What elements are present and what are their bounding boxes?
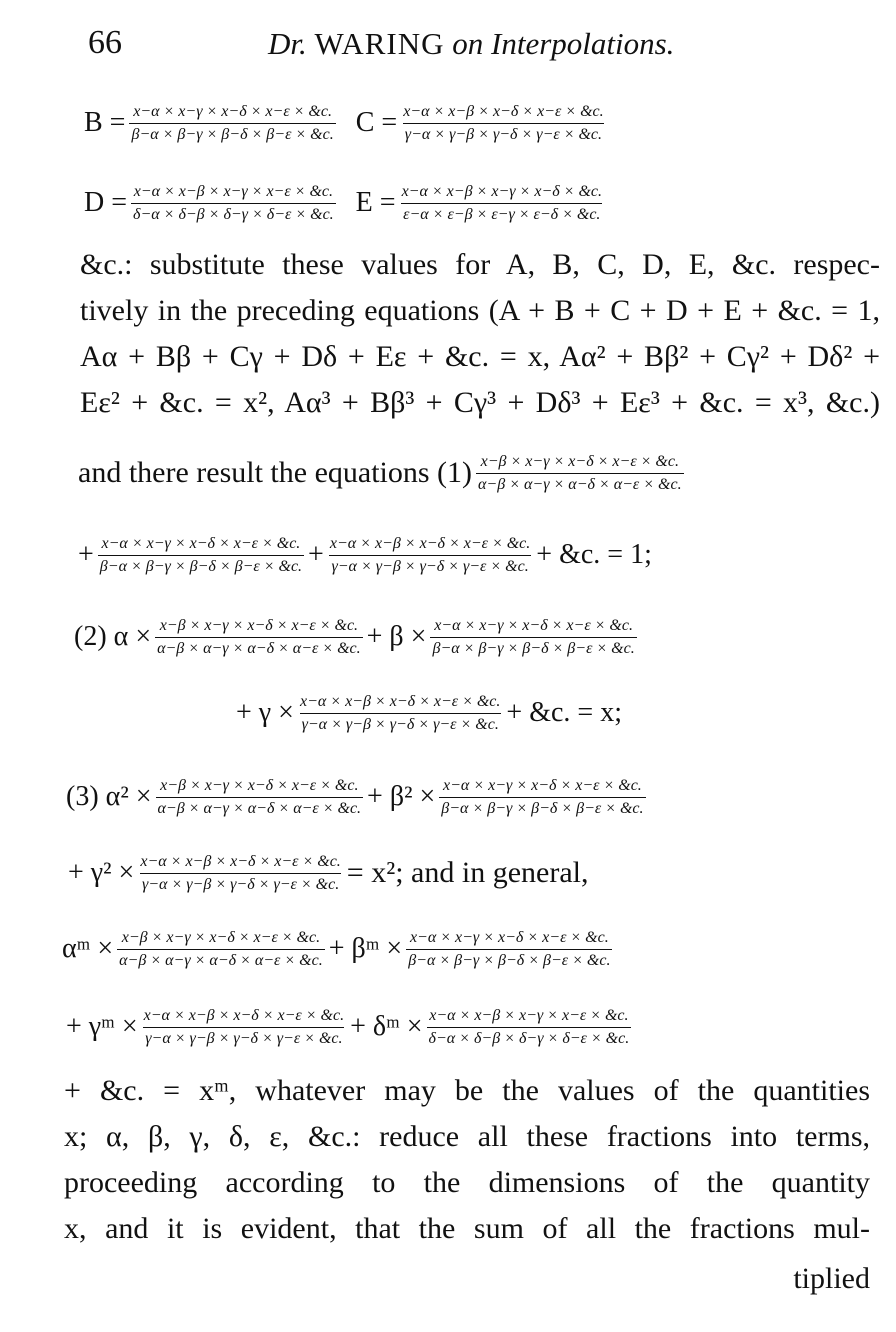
- general-fraction2: [406, 929, 612, 970]
- general-line2-lead: + γᵐ ×: [66, 1011, 138, 1042]
- paragraph2-line1: + &c. = xᵐ, whatever may be the values of the quantities: [64, 1074, 870, 1107]
- equation2-label: (2) α ×: [74, 621, 152, 652]
- equation1-f1-numerator: x−β × x−γ × x−δ × x−ε × &c.: [480, 452, 679, 470]
- equation2-mid: + β ×: [366, 621, 427, 652]
- equation3-f3-denominator: γ−α × γ−β × γ−δ × γ−ε × &c.: [140, 873, 341, 894]
- eq-e-denominator: ε−α × ε−β × ε−γ × ε−δ × &c.: [401, 203, 602, 224]
- general-fraction4: [427, 1007, 632, 1048]
- eq-b-fraction: [129, 103, 335, 144]
- running-title: [268, 26, 674, 62]
- plus-sign: +: [308, 539, 324, 570]
- eq-d-label: D =: [84, 187, 128, 218]
- general-f2-denominator: β−α × β−γ × β−δ × β−ε × &c.: [406, 949, 612, 970]
- equation1-line1: [78, 440, 878, 506]
- equation1-f3-denominator: γ−α × γ−β × γ−δ × γ−ε × &c.: [329, 555, 530, 576]
- eq-e-fraction: [400, 183, 604, 224]
- running-title-name: WARING: [314, 26, 445, 61]
- equation-row-b-c: [84, 88, 876, 158]
- eq-b-numerator: x−α × x−γ × x−δ × x−ε × &c.: [133, 102, 332, 120]
- equation1-f1-denominator: α−β × α−γ × α−δ × α−ε × &c.: [476, 473, 684, 494]
- equation1-fraction2: [98, 535, 304, 576]
- equation3-fraction2: [439, 777, 645, 818]
- eq-c-label: C =: [355, 107, 398, 138]
- general-f4-numerator: x−α × x−β × x−γ × x−ε × &c.: [429, 1006, 629, 1024]
- equation1-fraction3: [328, 535, 532, 576]
- eq-e-numerator: x−α × x−β × x−γ × x−δ × &c.: [401, 182, 603, 200]
- equation2-fraction3: [298, 693, 502, 734]
- general-f1-denominator: α−β × α−γ × α−δ × α−ε × &c.: [117, 949, 325, 970]
- general-mid2: + δᵐ ×: [350, 1011, 423, 1042]
- general-mid: + βᵐ ×: [328, 933, 403, 964]
- general-f3-denominator: γ−α × γ−β × γ−δ × γ−ε × &c.: [143, 1027, 344, 1048]
- equation2-f3-numerator: x−α × x−β × x−δ × x−ε × &c.: [299, 692, 501, 710]
- equation-row-d-e: [84, 170, 876, 236]
- equation1-f3-numerator: x−α × x−β × x−δ × x−ε × &c.: [329, 534, 531, 552]
- eq-d-fraction: [131, 183, 336, 224]
- equation1-fraction1: [476, 453, 684, 494]
- catchword: tiplied: [793, 1262, 870, 1295]
- paragraph1-line3: Aα + Bβ + Cγ + Dδ + Eε + &c. = x, Aα² + Bβ² + Cγ² + Dδ² +: [80, 340, 880, 373]
- general-equation-line1: [62, 914, 880, 984]
- running-title-prefix: Dr.: [268, 26, 307, 61]
- eq-e-label: E =: [355, 187, 396, 218]
- equation2-tail: + &c. = x;: [506, 697, 622, 728]
- equation1-tail: + &c. = 1;: [536, 539, 652, 570]
- eq-c-fraction: [401, 103, 605, 144]
- eq-c-denominator: γ−α × γ−β × γ−δ × γ−ε × &c.: [403, 123, 604, 144]
- page-number: 66: [88, 24, 122, 61]
- equation2-line2-lead: + γ ×: [236, 697, 294, 728]
- paragraph1-line1: &c.: substitute these values for A, B, C, D, E, &c. respec-: [80, 248, 880, 281]
- equation2-f1-denominator: α−β × α−γ × α−δ × α−ε × &c.: [155, 637, 363, 658]
- general-f3-numerator: x−α × x−β × x−δ × x−ε × &c.: [143, 1006, 345, 1024]
- general-equation-line2: [66, 992, 878, 1062]
- paragraph1-line5: and there result the equations (1): [78, 456, 473, 489]
- paragraph2-line3: proceeding according to the dimensions of the quantity: [64, 1166, 870, 1199]
- equation3-label: (3) α² ×: [66, 781, 152, 812]
- eq-b-label: B =: [84, 107, 126, 138]
- equation2-f1-numerator: x−β × x−γ × x−δ × x−ε × &c.: [159, 616, 359, 634]
- equation3-f2-numerator: x−α × x−γ × x−δ × x−ε × &c.: [443, 776, 642, 794]
- equation3-line1: [66, 762, 880, 832]
- general-fraction3: [142, 1007, 346, 1048]
- paragraph2-line4: x, and it is evident, that the sum of all the fractions mul-: [64, 1212, 870, 1245]
- equation1-f2-denominator: β−α × β−γ × β−δ × β−ε × &c.: [98, 555, 304, 576]
- eq-c-numerator: x−α × x−β × x−δ × x−ε × &c.: [403, 102, 604, 120]
- general-f4-denominator: δ−α × δ−β × δ−γ × δ−ε × &c.: [427, 1027, 632, 1048]
- paragraph1-line4: Eε² + &c. = x², Aα³ + Bβ³ + Cγ³ + Dδ³ + Eε³ + &c. = x³, &c.): [80, 386, 880, 419]
- equation2-f3-denominator: γ−α × γ−β × γ−δ × γ−ε × &c.: [300, 713, 501, 734]
- equation2-fraction2: [430, 617, 636, 658]
- eq-b-denominator: β−α × β−γ × β−δ × β−ε × &c.: [129, 123, 335, 144]
- general-f1-numerator: x−β × x−γ × x−δ × x−ε × &c.: [121, 928, 321, 946]
- paragraph2-line2: x; α, β, γ, δ, ε, &c.: reduce all these fractions into terms,: [64, 1120, 870, 1153]
- eq-d-numerator: x−α × x−β × x−γ × x−ε × &c.: [133, 182, 333, 200]
- general-lead: αᵐ ×: [62, 933, 114, 964]
- equation2-f2-denominator: β−α × β−γ × β−δ × β−ε × &c.: [430, 637, 636, 658]
- equation2-f2-numerator: x−α × x−γ × x−δ × x−ε × &c.: [434, 616, 633, 634]
- equation2-fraction1: [155, 617, 363, 658]
- running-title-rest: on Interpolations.: [452, 26, 675, 61]
- equation2-line1: [74, 604, 880, 670]
- general-fraction1: [117, 929, 325, 970]
- general-f2-numerator: x−α × x−γ × x−δ × x−ε × &c.: [409, 928, 609, 946]
- equation1-f2-numerator: x−α × x−γ × x−δ × x−ε × &c.: [101, 534, 301, 552]
- equation3-f3-numerator: x−α × x−β × x−δ × x−ε × &c.: [140, 852, 341, 870]
- equation3-fraction1: [156, 777, 364, 818]
- equation3-line2: [68, 840, 878, 906]
- page-header: [88, 24, 856, 70]
- paragraph1-line2: tively in the preceding equations (A + B + C + D + E + &c. = 1,: [80, 294, 880, 327]
- equation3-fraction3: [138, 853, 342, 894]
- equation3-mid: + β² ×: [367, 781, 436, 812]
- eq-d-denominator: δ−α × δ−β × δ−γ × δ−ε × &c.: [131, 203, 336, 224]
- equation3-f2-denominator: β−α × β−γ × β−δ × β−ε × &c.: [439, 797, 645, 818]
- equation1-line2: [78, 522, 878, 588]
- equation3-f1-denominator: α−β × α−γ × α−δ × α−ε × &c.: [156, 797, 364, 818]
- equation3-f1-numerator: x−β × x−γ × x−δ × x−ε × &c.: [160, 776, 359, 794]
- equation2-line2: [236, 680, 836, 746]
- plus-sign: +: [78, 539, 94, 570]
- equation3-line2-lead: + γ² ×: [68, 857, 135, 888]
- equation3-tail: = x²; and in general,: [346, 856, 589, 889]
